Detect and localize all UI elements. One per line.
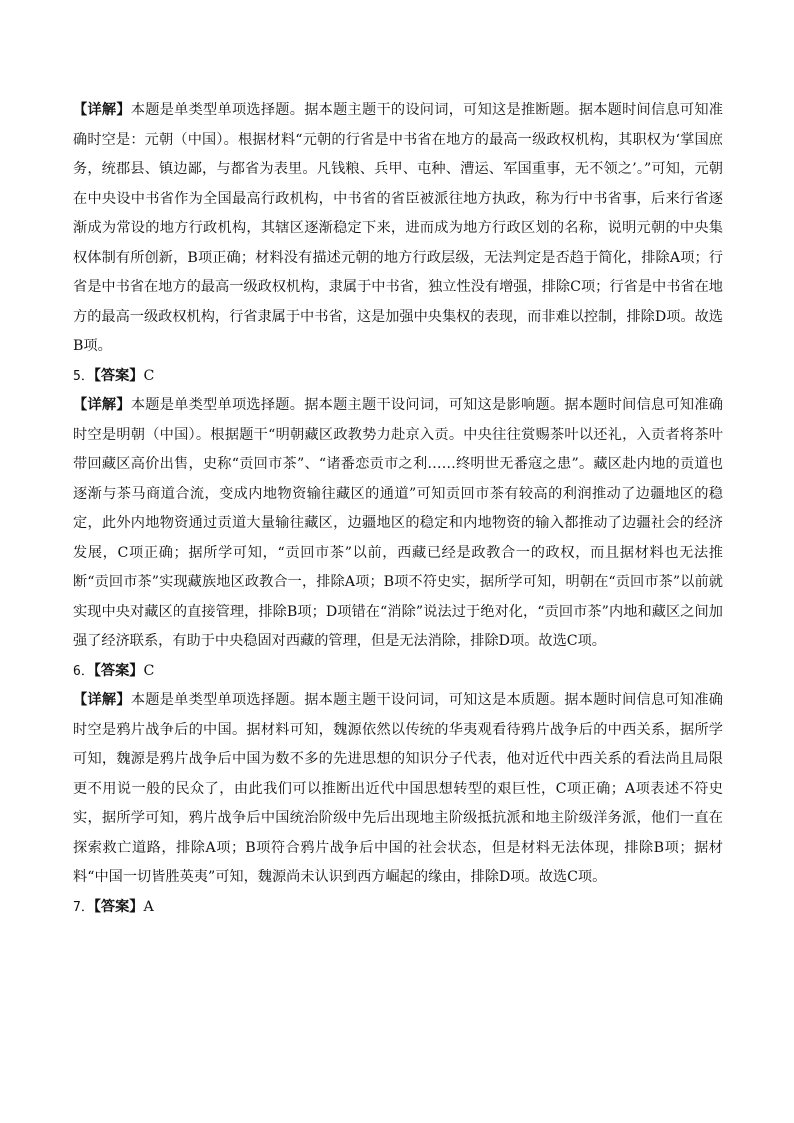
answer-tag: 【答案】 [93,898,144,915]
answer-line-5 [73,362,723,392]
answer-value: C [143,367,155,384]
answer-value: A [143,898,154,915]
answer-line-6 [73,657,723,687]
detail-text: 本题是单类型单项选择题。据本题主题干设问词，可知这是影响题。据本题时间信息可知准确时空是明朝（中国）。根据题干“明朝藏区政教势力赴京入贡。中央往往赏赐茶叶以还礼，入贡者将茶叶带回藏区高价出售，史称“贡回市茶”、“诸番恋贡市之利……终明世无番寇之患”。藏区赴内地的贡道也逐渐与茶马商道合流，变成内地物资输往藏区的通道”可知贡回市茶有较高的利润推动了边疆地区的稳定，此外内地物资通过贡道大量输往藏区，边疆地区的稳定和内地物资的输入都推动了边疆社会的经济发展，C项正确；据所学可知，“贡回市茶”以前，西藏已经是政教合一的政权，而且据材料也无法推断“贡回市茶”实现藏族地区政教合一，排除A项；B项不符史实，据所学可知，明朝在“贡回市茶”以前就实现中央对藏区的直接管理，排除B项；D项错在“消除”说法过于绝对化，“贡回市茶”内地和藏区之间加强了经济联系，有助于中央稳固对西藏的管理，但是无法消除，排除D项。故选C项。 [73,397,723,649]
answer-line-7 [73,893,723,923]
detail-tag: 【详解】 [73,102,131,118]
detail-tag: 【详解】 [73,397,131,413]
question-number: 6． [73,663,94,679]
detail-paragraph-6 [73,686,723,893]
question-number: 7． [73,899,94,915]
document-page [73,96,723,922]
answer-tag: 【答案】 [93,662,144,679]
question-number: 5． [73,368,94,384]
answer-value: C [143,662,155,679]
detail-text: 本题是单类型单项选择题。据本题主题干设问词，可知这是本质题。据本题时间信息可知准确时空是鸦片战争后的中国。据材料可知，魏源依然以传统的华夷观看待鸦片战争后的中西关系，据所学可知，魏源是鸦片战争后中国为数不多的先进思想的知识分子代表，他对近代中西关系的看法尚且局限更不用说一般的民众了，由此我们可以推断出近代中国思想转型的艰巨性，C项正确；A项表述不符史实，据所学可知，鸦片战争后中国统治阶级中先后出现地主阶级抵抗派和地主阶级洋务派，他们一直在探索救亡道路，排除A项；B项符合鸦片战争后中国的社会状态，但是材料无法体现，排除B项；据材料“中国一切皆胜英夷”可知，魏源尚未认识到西方崛起的缘由，排除D项。故选C项。 [73,692,723,885]
detail-paragraph-4 [73,96,723,362]
answer-tag: 【答案】 [93,367,144,384]
detail-paragraph-5 [73,391,723,657]
detail-tag: 【详解】 [73,692,131,708]
detail-text: 本题是单类型单项选择题。据本题主题干的设问词，可知这是推断题。据本题时间信息可知准确时空是：元朝（中国）。根据材料“元朝的行省是中书省在地方的最高一级政权机构，其职权为‘掌国庶务，统郡县、镇边鄙，与都省为表里。凡钱粮、兵甲、屯种、漕运、军国重事，无不领之’。”可知，元朝在中央设中书省作为全国最高行政机构，中书省的省臣被派往地方执政，称为行中书省事，后来行省逐渐成为常设的地方行政机构，其辖区逐渐稳定下来，进而成为地方行政区划的名称，说明元朝的中央集权体制有所创新，B项正确；材料没有描述元朝的地方行政层级，无法判定是否趋于简化，排除A项；行省是中书省在地方的最高一级政权机构，隶属于中书省，独立性没有增强，排除C项；行省是中书省在地方的最高一级政权机构，行省隶属于中书省，这是加强中央集权的表现，而非难以控制，排除D项。故选B项。 [73,102,723,354]
